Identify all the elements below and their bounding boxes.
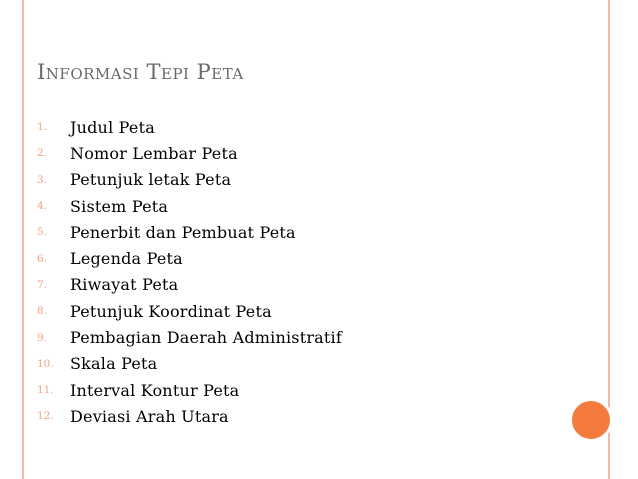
list-item-text: Deviasi Arah Utara bbox=[70, 406, 229, 426]
list-item-number: 12. bbox=[37, 410, 54, 423]
list-item-text: Riwayat Peta bbox=[70, 275, 179, 295]
orange-circle-decoration bbox=[569, 398, 613, 442]
left-accent-line bbox=[22, 0, 24, 479]
list-item-text: Nomor Lembar Peta bbox=[70, 143, 238, 163]
list-item-text: Skala Peta bbox=[70, 354, 158, 374]
list-item bbox=[37, 167, 342, 193]
list-item bbox=[37, 324, 342, 350]
list-item-number: 2. bbox=[37, 147, 48, 160]
list-item-number: 6. bbox=[37, 252, 48, 265]
list-item-text: Interval Kontur Peta bbox=[70, 380, 240, 400]
numbered-list bbox=[37, 114, 342, 430]
list-item-number: 8. bbox=[37, 305, 48, 318]
list-item bbox=[37, 245, 342, 271]
slide-title: Informasi Tepi Peta bbox=[37, 60, 244, 84]
list-item-text: Penerbit dan Pembuat Peta bbox=[70, 222, 296, 242]
list-item-number: 1. bbox=[37, 121, 48, 134]
list-item-number: 5. bbox=[37, 226, 48, 239]
list-item-number: 10. bbox=[37, 357, 54, 370]
list-item bbox=[37, 114, 342, 140]
list-item-text: Pembagian Daerah Administratif bbox=[70, 328, 342, 348]
list-item bbox=[37, 377, 342, 403]
list-item-text: Sistem Peta bbox=[70, 196, 169, 216]
list-item bbox=[37, 193, 342, 219]
list-item-number: 3. bbox=[37, 173, 48, 186]
list-item-text: Petunjuk Koordinat Peta bbox=[70, 301, 272, 321]
list-item bbox=[37, 351, 342, 377]
list-item bbox=[37, 272, 342, 298]
list-item-number: 11. bbox=[37, 384, 54, 397]
list-item-number: 7. bbox=[37, 278, 48, 291]
list-item bbox=[37, 140, 342, 166]
list-item-text: Legenda Peta bbox=[70, 249, 183, 269]
list-item-text: Judul Peta bbox=[70, 117, 155, 137]
list-item-text: Petunjuk letak Peta bbox=[70, 170, 232, 190]
list-item bbox=[37, 219, 342, 245]
list-item bbox=[37, 403, 342, 429]
list-item-number: 4. bbox=[37, 200, 48, 213]
list-item-number: 9. bbox=[37, 331, 48, 344]
list-item bbox=[37, 298, 342, 324]
